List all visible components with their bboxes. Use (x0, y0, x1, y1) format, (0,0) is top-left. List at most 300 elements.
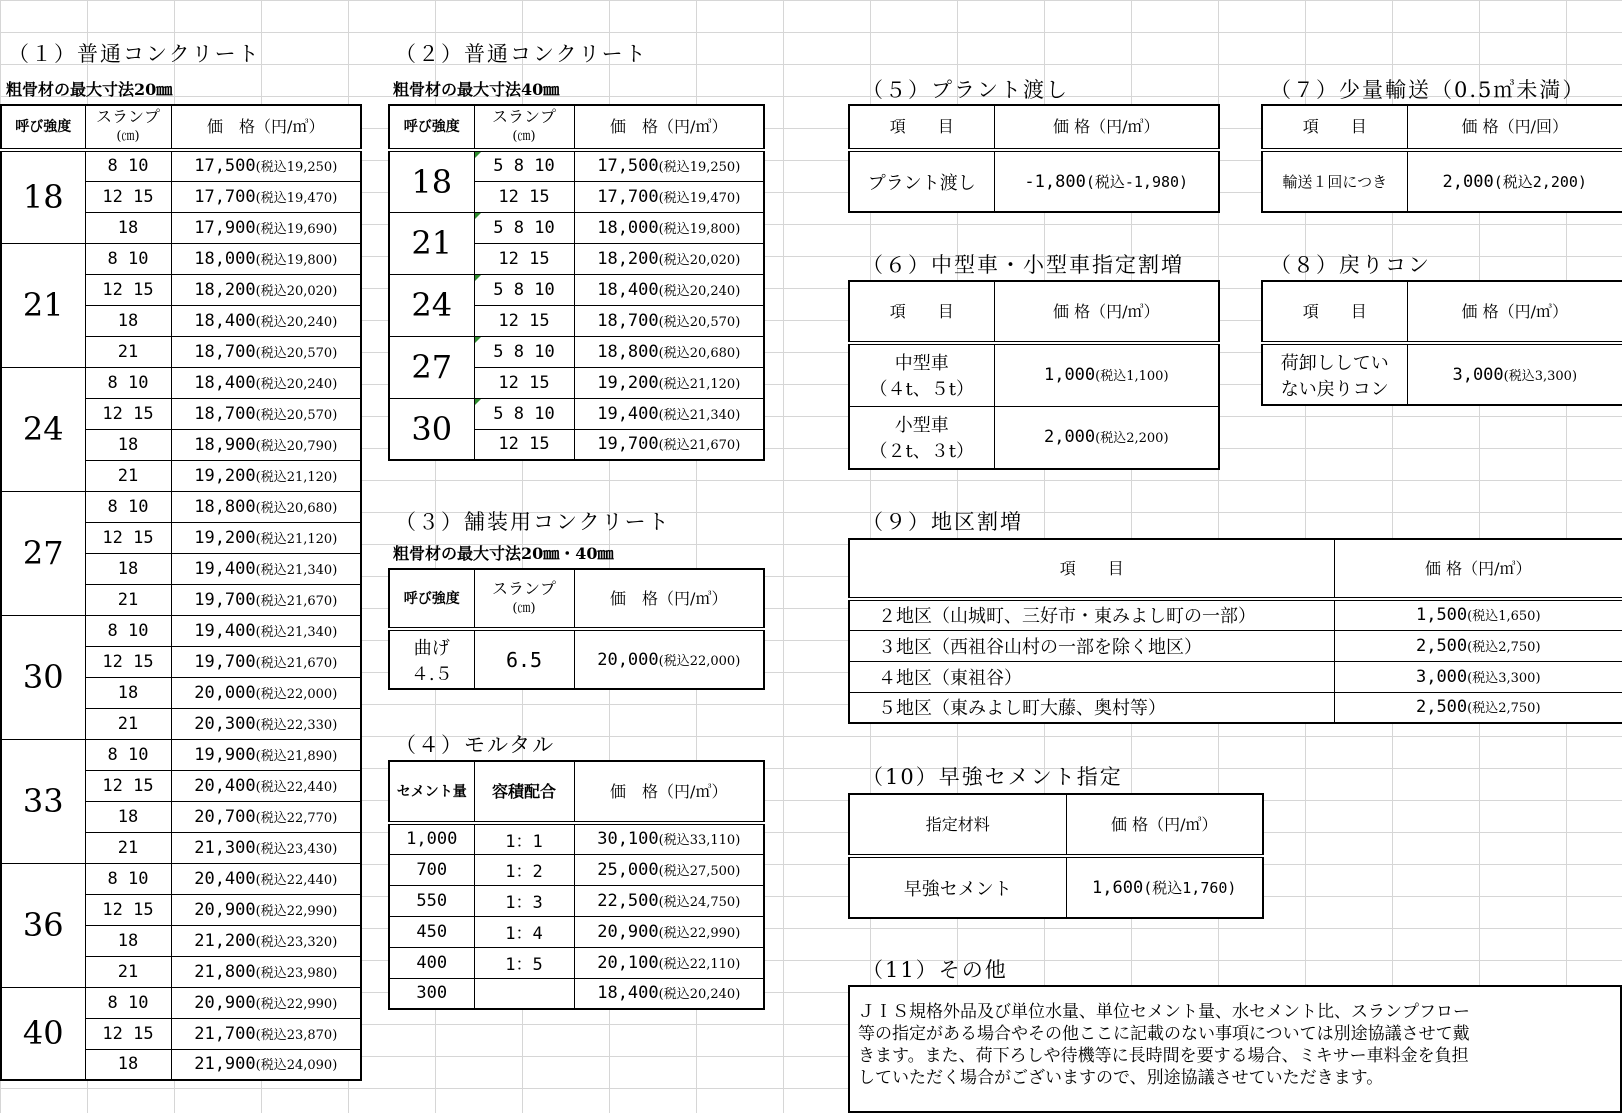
price-value: 20,000 (194, 682, 256, 703)
table-row (1, 863, 361, 894)
price-cell (994, 343, 1219, 406)
price-tax: (税込1,650) (1467, 609, 1541, 625)
header-item: 項 目 (1262, 281, 1407, 343)
price-cell (1407, 150, 1622, 212)
table-plant-delivery (848, 104, 1220, 213)
price-value: 19,200 (597, 372, 659, 393)
strength-cell: 27 (389, 336, 474, 398)
cement-amount-cell: 400 (389, 947, 474, 978)
price-cell (171, 367, 361, 398)
price-cell (171, 770, 361, 801)
price-tax: (税込20,240) (255, 314, 338, 330)
slump-cell: 18 (85, 429, 171, 460)
price-cell (171, 553, 361, 584)
section-3-title: （３）舗装用コンクリート (395, 510, 671, 534)
district-cell: ５地区（東みよし町大藤、奥村等） (849, 692, 1334, 723)
price-tax: (税込20,240) (658, 283, 741, 299)
item-label: 荷卸ししてい (1280, 352, 1389, 374)
table-row (389, 947, 764, 978)
table-paving-concrete (388, 568, 765, 690)
section-1-title: （１）普通コンクリート (8, 42, 261, 66)
strength-cell (389, 629, 474, 689)
slump-cell: 12 15 (85, 646, 171, 677)
table-vehicle-surcharge (848, 280, 1220, 470)
slump-cell: 12 15 (85, 1018, 171, 1049)
price-value: 18,400 (194, 372, 256, 393)
price-value: 1,500 (1415, 605, 1468, 626)
header-item: 項 目 (849, 539, 1334, 599)
price-cell (1334, 692, 1622, 723)
price-tax: (税込22,990) (255, 996, 338, 1012)
price-value: 18,800 (194, 496, 256, 517)
cement-amount-cell: 300 (389, 978, 474, 1009)
price-value: 22,500 (597, 890, 659, 911)
price-cell (171, 274, 361, 305)
mix-ratio-cell: 1：4 (474, 916, 574, 947)
price-cell (1407, 343, 1622, 405)
price-value: 20,300 (194, 713, 256, 734)
price-tax: (税込2,200) (1493, 173, 1587, 191)
price-value: 20,100 (597, 952, 659, 973)
table-row (389, 629, 764, 689)
price-tax: (税込20,020) (255, 283, 338, 299)
price-tax: (税込20,680) (255, 500, 338, 516)
price-value: 20,400 (194, 775, 256, 796)
slump-cell: 5 8 10 (474, 398, 574, 429)
header-slump-unit: (㎝) (512, 129, 536, 144)
table-row (389, 978, 764, 1009)
price-cell (171, 243, 361, 274)
price-cell (574, 947, 764, 978)
price-value: 17,900 (194, 217, 256, 238)
section-10-title: （10）早強セメント指定 (862, 765, 1123, 789)
price-tax: (税込20,570) (658, 314, 741, 330)
price-value: 3,000 (1452, 364, 1504, 385)
price-value: 20,700 (194, 806, 256, 827)
table-row (1, 987, 361, 1018)
price-tax: (税込19,470) (255, 190, 338, 206)
table-row (1, 615, 361, 646)
price-cell (171, 894, 361, 925)
price-value: 3,000 (1415, 666, 1468, 687)
table-row (1, 150, 361, 181)
slump-cell: 5 8 10 (474, 212, 574, 243)
slump-cell: 8 10 (85, 150, 171, 181)
price-value: 19,200 (194, 465, 256, 486)
price-value: 25,000 (597, 859, 659, 880)
price-cell (1334, 599, 1622, 630)
price-cell (574, 150, 764, 181)
price-tax: (税込19,690) (255, 221, 338, 237)
price-value: 19,700 (194, 651, 256, 672)
price-value: 2,000 (1442, 172, 1494, 192)
price-tax: (税込21,670) (255, 593, 338, 609)
price-cell (574, 367, 764, 398)
price-cell (574, 885, 764, 916)
mix-ratio-cell: 1：5 (474, 947, 574, 978)
price-value: 18,000 (597, 217, 659, 238)
table-row (849, 661, 1622, 692)
slump-cell: 21 (85, 460, 171, 491)
header-slump-label: スランプ (491, 107, 556, 126)
price-tax: (税込20,790) (255, 438, 338, 454)
slump-cell: 8 10 (85, 615, 171, 646)
price-cell (171, 212, 361, 243)
header-price: 価 格（円/㎥） (171, 105, 361, 150)
header-slump-unit: (㎝) (512, 600, 536, 616)
section-9-title: （９）地区割増 (862, 510, 1023, 534)
price-value: 17,500 (597, 156, 659, 177)
price-cell (1066, 856, 1263, 918)
mix-ratio-cell: 1：1 (474, 823, 574, 854)
slump-cell: 12 15 (474, 243, 574, 274)
price-value: 19,400 (194, 558, 256, 579)
strength-cell: 36 (1, 863, 85, 987)
price-tax: (税込22,990) (658, 925, 741, 941)
price-tax: (税込19,800) (255, 252, 338, 268)
price-tax: (税込21,120) (255, 531, 338, 547)
price-cell (1334, 661, 1622, 692)
strength-value: ４.５ (410, 663, 453, 685)
header-strength: 呼び強度 (389, 569, 474, 629)
price-value: 18,200 (194, 279, 256, 300)
table-return-concrete (1261, 280, 1622, 406)
price-cell (574, 916, 764, 947)
slump-cell: 21 (85, 708, 171, 739)
section-3-subtitle: 粗骨材の最大寸法20㎜・40㎜ (393, 544, 614, 563)
price-tax: (税込33,110) (658, 833, 741, 849)
slump-cell: 5 8 10 (474, 336, 574, 367)
header-price: 価 格（円/㎥） (574, 761, 764, 823)
price-tax: (税込23,320) (255, 934, 338, 950)
price-cell (171, 708, 361, 739)
slump-cell: 21 (85, 956, 171, 987)
strength-cell: 18 (389, 150, 474, 212)
section-1-subtitle: 粗骨材の最大寸法20㎜ (6, 80, 173, 99)
table-row (389, 398, 764, 429)
price-value: 1,000 (1043, 365, 1096, 386)
price-value: 2,000 (1043, 427, 1096, 448)
header-price: 価 格（円/㎥） (994, 281, 1219, 343)
price-value: 17,500 (194, 156, 256, 177)
header-item: 項 目 (849, 281, 994, 343)
header-mix-ratio: 容積配合 (474, 761, 574, 823)
item-cell (849, 406, 994, 469)
price-cell (574, 823, 764, 854)
price-cell (574, 274, 764, 305)
slump-cell: 5 8 10 (474, 274, 574, 305)
section-4-title: （４）モルタル (395, 733, 556, 757)
section-8-title: （８）戻りコン (1270, 253, 1431, 277)
header-item: 項 目 (1262, 105, 1407, 150)
mix-ratio-cell: 1：2 (474, 854, 574, 885)
table-row (389, 854, 764, 885)
price-value: 21,900 (194, 1054, 256, 1075)
price-tax: (税込20,240) (658, 987, 741, 1003)
price-tax: (税込22,000) (658, 653, 741, 669)
slump-cell: 12 15 (85, 770, 171, 801)
section-11-title: （11）その他 (862, 958, 1008, 982)
cement-amount-cell: 550 (389, 885, 474, 916)
price-cell (171, 739, 361, 770)
price-cell (171, 398, 361, 429)
price-cell (171, 956, 361, 987)
price-value: 18,200 (597, 248, 659, 269)
price-cell (171, 429, 361, 460)
price-tax: (税込19,800) (658, 221, 741, 237)
price-tax: (税込22,000) (255, 686, 338, 702)
price-value: 1,600 (1092, 878, 1144, 898)
table-row (849, 406, 1219, 469)
section-5-title: （５）プラント渡し (862, 78, 1069, 102)
table-district-surcharge (848, 538, 1622, 724)
slump-cell: 18 (85, 212, 171, 243)
price-cell (574, 305, 764, 336)
price-tax: (税込21,890) (255, 748, 338, 764)
table-row (1262, 150, 1622, 212)
price-value: 20,900 (194, 992, 256, 1013)
price-tax: (税込19,250) (255, 160, 338, 176)
header-slump-label: スランプ (95, 107, 160, 126)
mix-ratio-cell: 1：3 (474, 885, 574, 916)
price-value: 2,500 (1415, 697, 1468, 718)
item-cell: プラント渡し (849, 150, 994, 212)
header-price: 価 格（円/㎥） (574, 105, 764, 150)
slump-cell: 12 15 (85, 274, 171, 305)
slump-cell: 12 15 (85, 522, 171, 553)
slump-cell: 18 (85, 801, 171, 832)
strength-cell: 21 (389, 212, 474, 274)
price-cell (574, 398, 764, 429)
slump-cell: 18 (85, 925, 171, 956)
price-cell (171, 925, 361, 956)
section-6-title: （６）中型車・小型車指定割増 (862, 253, 1184, 277)
strength-cell: 24 (389, 274, 474, 336)
strength-cell: 30 (1, 615, 85, 739)
price-tax: (税込3,300) (1467, 670, 1541, 686)
price-cell (171, 491, 361, 522)
price-cell (171, 646, 361, 677)
price-value: 18,900 (194, 434, 256, 455)
price-cell (171, 987, 361, 1018)
price-cell (171, 460, 361, 491)
header-cement-amount: セメント量 (389, 761, 474, 823)
table-early-strength-cement (848, 793, 1264, 919)
table-row (389, 885, 764, 916)
price-tax: (税込-1,980) (1085, 173, 1189, 191)
district-cell: ４地区（東祖谷） (849, 661, 1334, 692)
table-row (389, 823, 764, 854)
price-value: 18,700 (194, 341, 256, 362)
price-value: 17,700 (194, 186, 256, 207)
price-value: 19,400 (194, 620, 256, 641)
table-row (1, 243, 361, 274)
table-concrete-20mm (0, 104, 362, 1081)
price-value: 18,400 (597, 983, 659, 1004)
slump-cell: 8 10 (85, 739, 171, 770)
price-cell (171, 584, 361, 615)
table-row (849, 692, 1622, 723)
mix-ratio-cell (474, 978, 574, 1009)
price-tax: (税込24,090) (255, 1058, 338, 1074)
item-label: 中型車 (894, 353, 949, 375)
item-detail: （２t、３t） (869, 441, 974, 463)
price-tax: (税込21,120) (255, 469, 338, 485)
district-cell: ２地区（山城町、三好市・東みよし町の一部） (849, 599, 1334, 630)
table-row (1, 739, 361, 770)
price-tax: (税込23,430) (255, 841, 338, 857)
item-cell: 輸送１回につき (1262, 150, 1407, 212)
header-material: 指定材料 (849, 794, 1066, 856)
price-value: 18,800 (597, 341, 659, 362)
price-value: 20,900 (194, 899, 256, 920)
price-value: 21,700 (194, 1023, 256, 1044)
strength-label: 曲げ (413, 637, 450, 659)
table-row (389, 150, 764, 181)
strength-cell: 33 (1, 739, 85, 863)
price-value: 19,200 (194, 527, 256, 548)
price-tax: (税込23,980) (255, 965, 338, 981)
section-7-title: （７）少量輸送（0.5㎥未満） (1270, 78, 1586, 102)
note-line: していただく場合がございますので、別途協議させていただきます。 (858, 1068, 1384, 1088)
price-tax: (税込22,440) (255, 779, 338, 795)
slump-cell: 8 10 (85, 243, 171, 274)
cement-amount-cell: 1,000 (389, 823, 474, 854)
price-cell (171, 181, 361, 212)
item-cell (849, 343, 994, 406)
price-value: 19,700 (597, 434, 659, 455)
price-value: 19,400 (597, 403, 659, 424)
note-line: きます。また、荷下ろしや待機等に長時間を要する場合、ミキサー車料金を負担 (858, 1046, 1469, 1066)
price-tax: (税込20,240) (255, 376, 338, 392)
item-label: 小型車 (894, 415, 949, 437)
section-2-title: （２）普通コンクリート (395, 42, 648, 66)
price-tax: (税込19,470) (658, 190, 741, 206)
price-value: 21,300 (194, 837, 256, 858)
material-cell: 早強セメント (849, 856, 1066, 918)
price-tax: (税込21,120) (658, 376, 741, 392)
table-row (1, 367, 361, 398)
slump-cell: 6.5 (474, 629, 574, 689)
price-tax: (税込22,770) (255, 810, 338, 826)
header-strength: 呼び強度 (1, 105, 85, 150)
slump-cell: 12 15 (474, 305, 574, 336)
slump-cell: 21 (85, 584, 171, 615)
header-price: 価 格（円/㎥） (1066, 794, 1263, 856)
price-tax: (税込22,990) (255, 903, 338, 919)
strength-cell: 30 (389, 398, 474, 460)
slump-cell: 8 10 (85, 491, 171, 522)
price-value: 2,500 (1415, 635, 1468, 656)
table-row (849, 630, 1622, 661)
price-cell (171, 1049, 361, 1080)
price-value: 17,700 (597, 186, 659, 207)
price-tax: (税込2,750) (1467, 639, 1541, 655)
slump-cell: 8 10 (85, 863, 171, 894)
price-tax: (税込24,750) (658, 894, 741, 910)
price-cell (994, 150, 1219, 212)
price-tax: (税込3,300) (1503, 368, 1578, 384)
price-tax: (税込21,340) (255, 624, 338, 640)
slump-cell: 18 (85, 305, 171, 336)
slump-cell: 12 15 (85, 894, 171, 925)
cement-amount-cell: 450 (389, 916, 474, 947)
price-cell (994, 406, 1219, 469)
price-cell (171, 832, 361, 863)
section-2-subtitle: 粗骨材の最大寸法40㎜ (393, 80, 560, 99)
header-strength: 呼び強度 (389, 105, 474, 150)
strength-cell: 18 (1, 150, 85, 243)
note-line: 等の指定がある場合やその他ここに記載のない事項については別途協議させて戴 (858, 1024, 1470, 1044)
header-price: 価 格（円/㎥） (1334, 539, 1622, 599)
table-row (849, 599, 1622, 630)
strength-cell: 24 (1, 367, 85, 491)
price-value: 21,200 (194, 930, 256, 951)
slump-cell: 21 (85, 336, 171, 367)
table-row (849, 856, 1263, 918)
item-detail: （４t、５t） (869, 379, 974, 401)
price-tax: (税込1,760) (1143, 879, 1237, 897)
price-tax: (税込20,680) (658, 345, 741, 361)
price-tax: (税込20,570) (255, 407, 338, 423)
price-tax: (税込2,750) (1467, 701, 1541, 717)
price-value: 20,400 (194, 868, 256, 889)
table-row (1262, 343, 1622, 405)
price-value: 19,900 (194, 744, 256, 765)
header-slump (85, 105, 171, 150)
price-cell (1334, 630, 1622, 661)
price-value: -1,800 (1024, 172, 1086, 192)
slump-cell: 8 10 (85, 987, 171, 1018)
price-tax: (税込22,440) (255, 872, 338, 888)
price-cell (171, 677, 361, 708)
price-cell (171, 150, 361, 181)
price-value: 18,700 (194, 403, 256, 424)
table-row (389, 274, 764, 305)
price-tax: (税込22,110) (658, 956, 741, 972)
header-price: 価 格（円/㎥） (574, 569, 764, 629)
slump-cell: 8 10 (85, 367, 171, 398)
header-price: 価 格（円/㎥） (1407, 281, 1622, 343)
header-slump (474, 105, 574, 150)
price-cell (574, 336, 764, 367)
price-cell (574, 854, 764, 885)
strength-cell: 21 (1, 243, 85, 367)
table-small-quantity (1261, 104, 1622, 213)
price-tax: (税込21,340) (658, 407, 741, 423)
table-row (1, 491, 361, 522)
price-cell (574, 243, 764, 274)
price-tax: (税込21,670) (255, 655, 338, 671)
slump-cell: 12 15 (85, 398, 171, 429)
header-item: 項 目 (849, 105, 994, 150)
price-cell (574, 978, 764, 1009)
strength-cell: 27 (1, 491, 85, 615)
price-tax: (税込23,870) (255, 1027, 338, 1043)
slump-cell: 12 15 (474, 181, 574, 212)
price-value: 30,100 (597, 829, 659, 850)
price-cell (574, 629, 764, 689)
table-row (849, 343, 1219, 406)
slump-cell: 5 8 10 (474, 150, 574, 181)
price-value: 18,000 (194, 248, 256, 269)
table-row (389, 916, 764, 947)
price-tax: (税込21,340) (255, 562, 338, 578)
price-value: 21,800 (194, 961, 256, 982)
other-notes-box (848, 985, 1622, 1113)
price-cell (171, 863, 361, 894)
price-cell (171, 615, 361, 646)
